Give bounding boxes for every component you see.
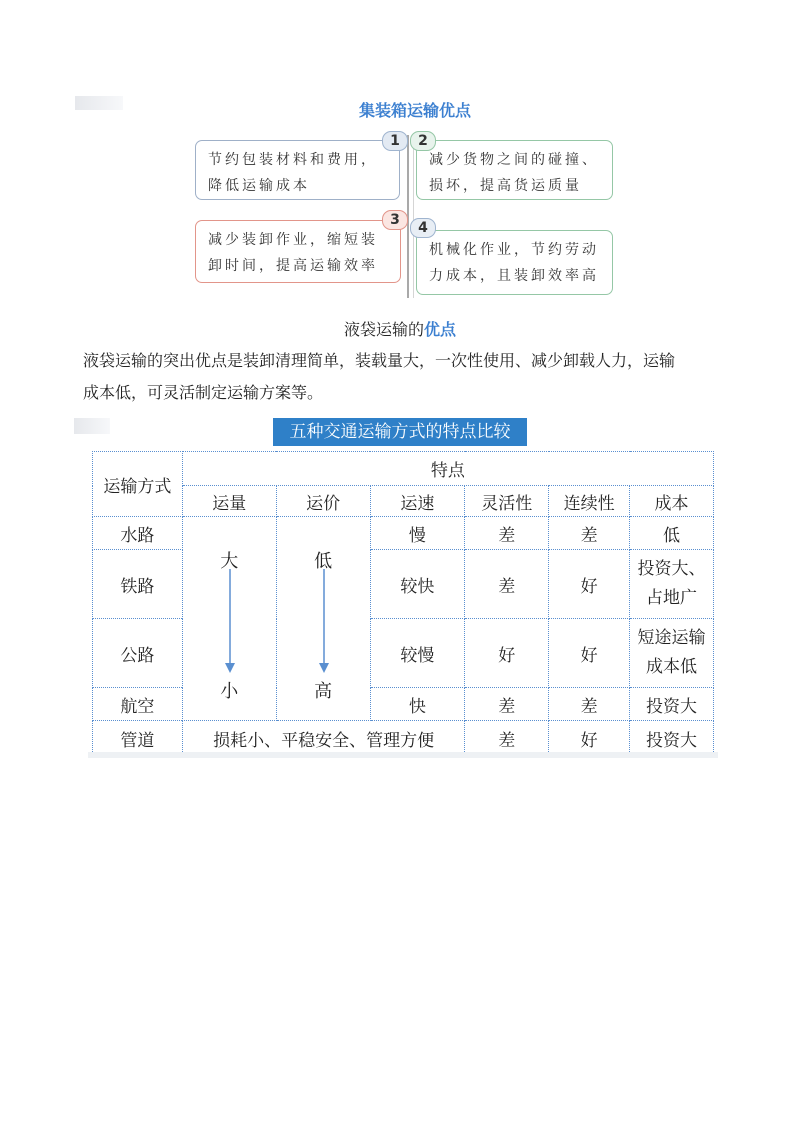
advantage-box-4 <box>416 230 613 295</box>
cost-rail <box>630 550 714 619</box>
corner-shade-2 <box>74 418 110 434</box>
speed-rail: 较快 <box>370 550 465 619</box>
flex-pipeline: 差 <box>465 721 549 756</box>
pipeline-merged: 损耗小、平稳安全、管理方便 <box>182 721 464 756</box>
volume-top: 大 <box>220 551 239 572</box>
bag-paragraph <box>83 345 723 409</box>
cost-pipeline: 投资大 <box>630 721 714 756</box>
number-badge-2: 2 <box>410 131 436 151</box>
container-title: 集装箱运输优点 <box>358 101 471 120</box>
table-title: 五种交通运输方式的特点比较 <box>273 418 527 446</box>
cost-air: 投资大 <box>630 688 714 721</box>
mode-air: 航空 <box>93 688 183 721</box>
flex-air: 差 <box>465 688 549 721</box>
volume-cell <box>182 517 276 721</box>
flex-rail: 差 <box>465 550 549 619</box>
bag-title <box>300 317 500 340</box>
header-flexibility: 灵活性 <box>465 486 549 517</box>
flex-water: 差 <box>465 517 549 550</box>
bag-title-prefix: 液袋运输的 <box>343 320 424 339</box>
cont-water: 差 <box>549 517 630 550</box>
cont-rail: 好 <box>549 550 630 619</box>
number-badge-4: 4 <box>410 218 436 238</box>
number-badge-3: 3 <box>382 210 408 230</box>
cont-air: 差 <box>549 688 630 721</box>
volume-bottom: 小 <box>220 681 239 702</box>
cost-rail-line2: 占地广 <box>646 588 698 608</box>
header-cost: 成本 <box>630 486 714 517</box>
mode-water: 水路 <box>93 517 183 550</box>
cost-road <box>630 619 714 688</box>
mode-road: 公路 <box>93 619 183 688</box>
advantage-3-line2: 卸时间，提高运输效率 <box>208 258 378 274</box>
speed-road: 较慢 <box>370 619 465 688</box>
cont-pipeline: 好 <box>549 721 630 756</box>
header-mode: 运输方式 <box>93 452 183 517</box>
header-continuity: 连续性 <box>549 486 630 517</box>
header-volume: 运量 <box>182 486 276 517</box>
mode-pipeline: 管道 <box>93 721 183 756</box>
cont-road: 好 <box>549 619 630 688</box>
advantage-4-line2: 力成本，且装卸效率高 <box>429 268 599 284</box>
header-speed: 运速 <box>370 486 465 517</box>
advantage-4-line1: 机械化作业，节约劳动 <box>429 242 599 258</box>
cost-road-line2: 成本低 <box>646 657 698 677</box>
bag-title-highlight: 优点 <box>424 320 457 339</box>
number-badge-1: 1 <box>382 131 408 151</box>
cost-water: 低 <box>630 517 714 550</box>
advantage-2-line2: 损坏，提高货运质量 <box>429 178 582 194</box>
advantage-box-2 <box>416 140 613 200</box>
price-top: 低 <box>314 551 333 572</box>
bag-text-line2: 成本低，可灵活制定运输方案等。 <box>83 383 324 402</box>
bag-text-line1: 液袋运输的突出优点是装卸清理简单，装载量大，一次性使用、减少卸载人力，运输 <box>83 351 676 370</box>
header-price: 运价 <box>276 486 370 517</box>
speed-water: 慢 <box>370 517 465 550</box>
cost-rail-line1: 投资大、 <box>637 559 706 579</box>
flex-road: 好 <box>465 619 549 688</box>
advantage-2-line1: 减少货物之间的碰撞、 <box>429 152 599 168</box>
speed-air: 快 <box>370 688 465 721</box>
table-bottom-shade <box>88 752 718 758</box>
price-bottom: 高 <box>314 681 333 702</box>
cost-road-line1: 短途运输 <box>637 628 706 648</box>
comparison-table <box>92 451 714 756</box>
advantage-box-1 <box>195 140 400 200</box>
mode-rail: 铁路 <box>93 550 183 619</box>
advantage-3-line1: 减少装卸作业，缩短装 <box>208 232 378 248</box>
advantage-box-3 <box>195 220 401 283</box>
advantage-1-line2: 降低运输成本 <box>208 178 310 194</box>
corner-shade <box>75 96 123 110</box>
advantage-1-line1: 节约包装材料和费用， <box>208 152 378 168</box>
price-cell <box>276 517 370 721</box>
header-features: 特点 <box>182 452 713 486</box>
